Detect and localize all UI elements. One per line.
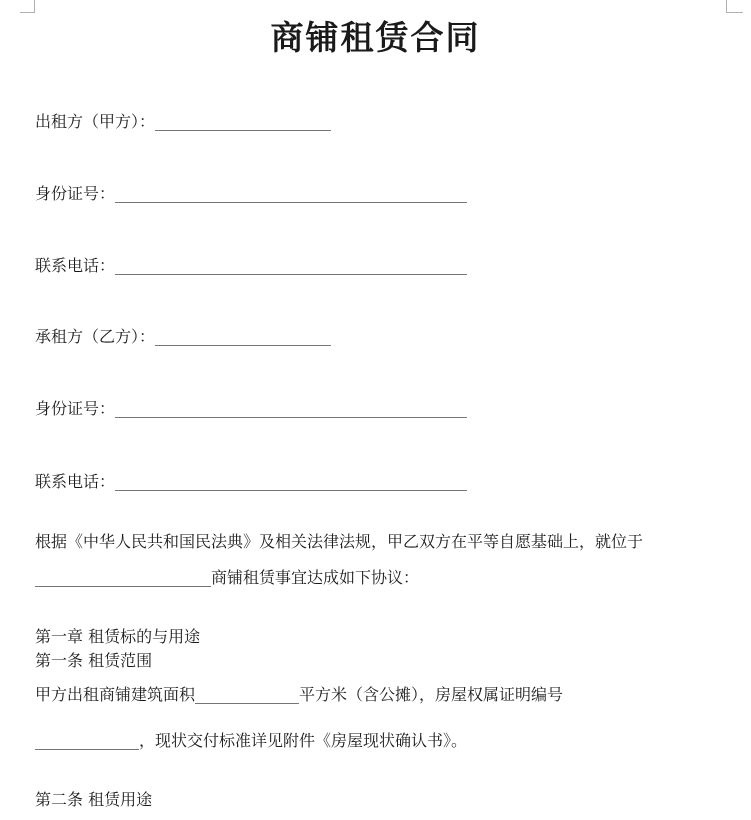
article-1-line-2: [35, 731, 467, 751]
lessee-phone-line: [35, 472, 467, 492]
lessor-id-line: [35, 184, 467, 204]
chapter-1-heading: 第一章 租赁标的与用途: [35, 627, 201, 646]
lessor-phone-line: [35, 256, 467, 276]
area-label: 甲方出租商铺建筑面积: [35, 685, 196, 704]
lessor-id-blank: ____________________________________________: [115, 184, 468, 203]
lessee-blank: ______________________: [155, 327, 332, 346]
lessee-label: 承租方（乙方）：: [35, 327, 156, 346]
lessor-label: 出租方（甲方）：: [35, 112, 156, 131]
preamble-line-2: [35, 568, 419, 588]
article-1-line-1: [35, 685, 563, 705]
property-cert-blank: _____________: [35, 731, 139, 750]
article-1-heading: 第一条 租赁范围: [35, 651, 153, 670]
lessee-id-line: [35, 399, 467, 419]
preamble-text: 商铺租赁事宜达成如下协议：: [211, 568, 420, 587]
lessee-line: [35, 327, 331, 347]
area-blank: _____________: [195, 685, 300, 704]
lessor-line: [35, 112, 331, 132]
lessee-id-label: 身份证号：: [35, 399, 116, 418]
lessee-phone-label: 联系电话：: [35, 472, 116, 491]
lessor-id-label: 身份证号：: [35, 184, 116, 203]
lessor-phone-label: 联系电话：: [35, 256, 116, 275]
document-title: 商铺租赁合同: [270, 18, 481, 57]
property-location-blank: ______________________: [35, 568, 211, 587]
property-cert-label: 平方米（含公摊），房屋权属证明编号: [299, 685, 564, 704]
article-2-heading: 第二条 租赁用途: [35, 790, 153, 809]
lessee-phone-blank: ____________________________________________: [115, 472, 468, 491]
delivery-standard-text: ，现状交付标准详见附件《房屋现状确认书》。: [139, 731, 468, 750]
lessor-phone-blank: ____________________________________________: [115, 256, 468, 275]
lessor-blank: ______________________: [155, 112, 332, 131]
preamble-line-1: 根据《中华人民共和国民法典》及相关法律法规，甲乙双方在平等自愿基础上，就位于: [35, 532, 644, 551]
lessee-id-blank: ____________________________________________: [115, 399, 468, 418]
